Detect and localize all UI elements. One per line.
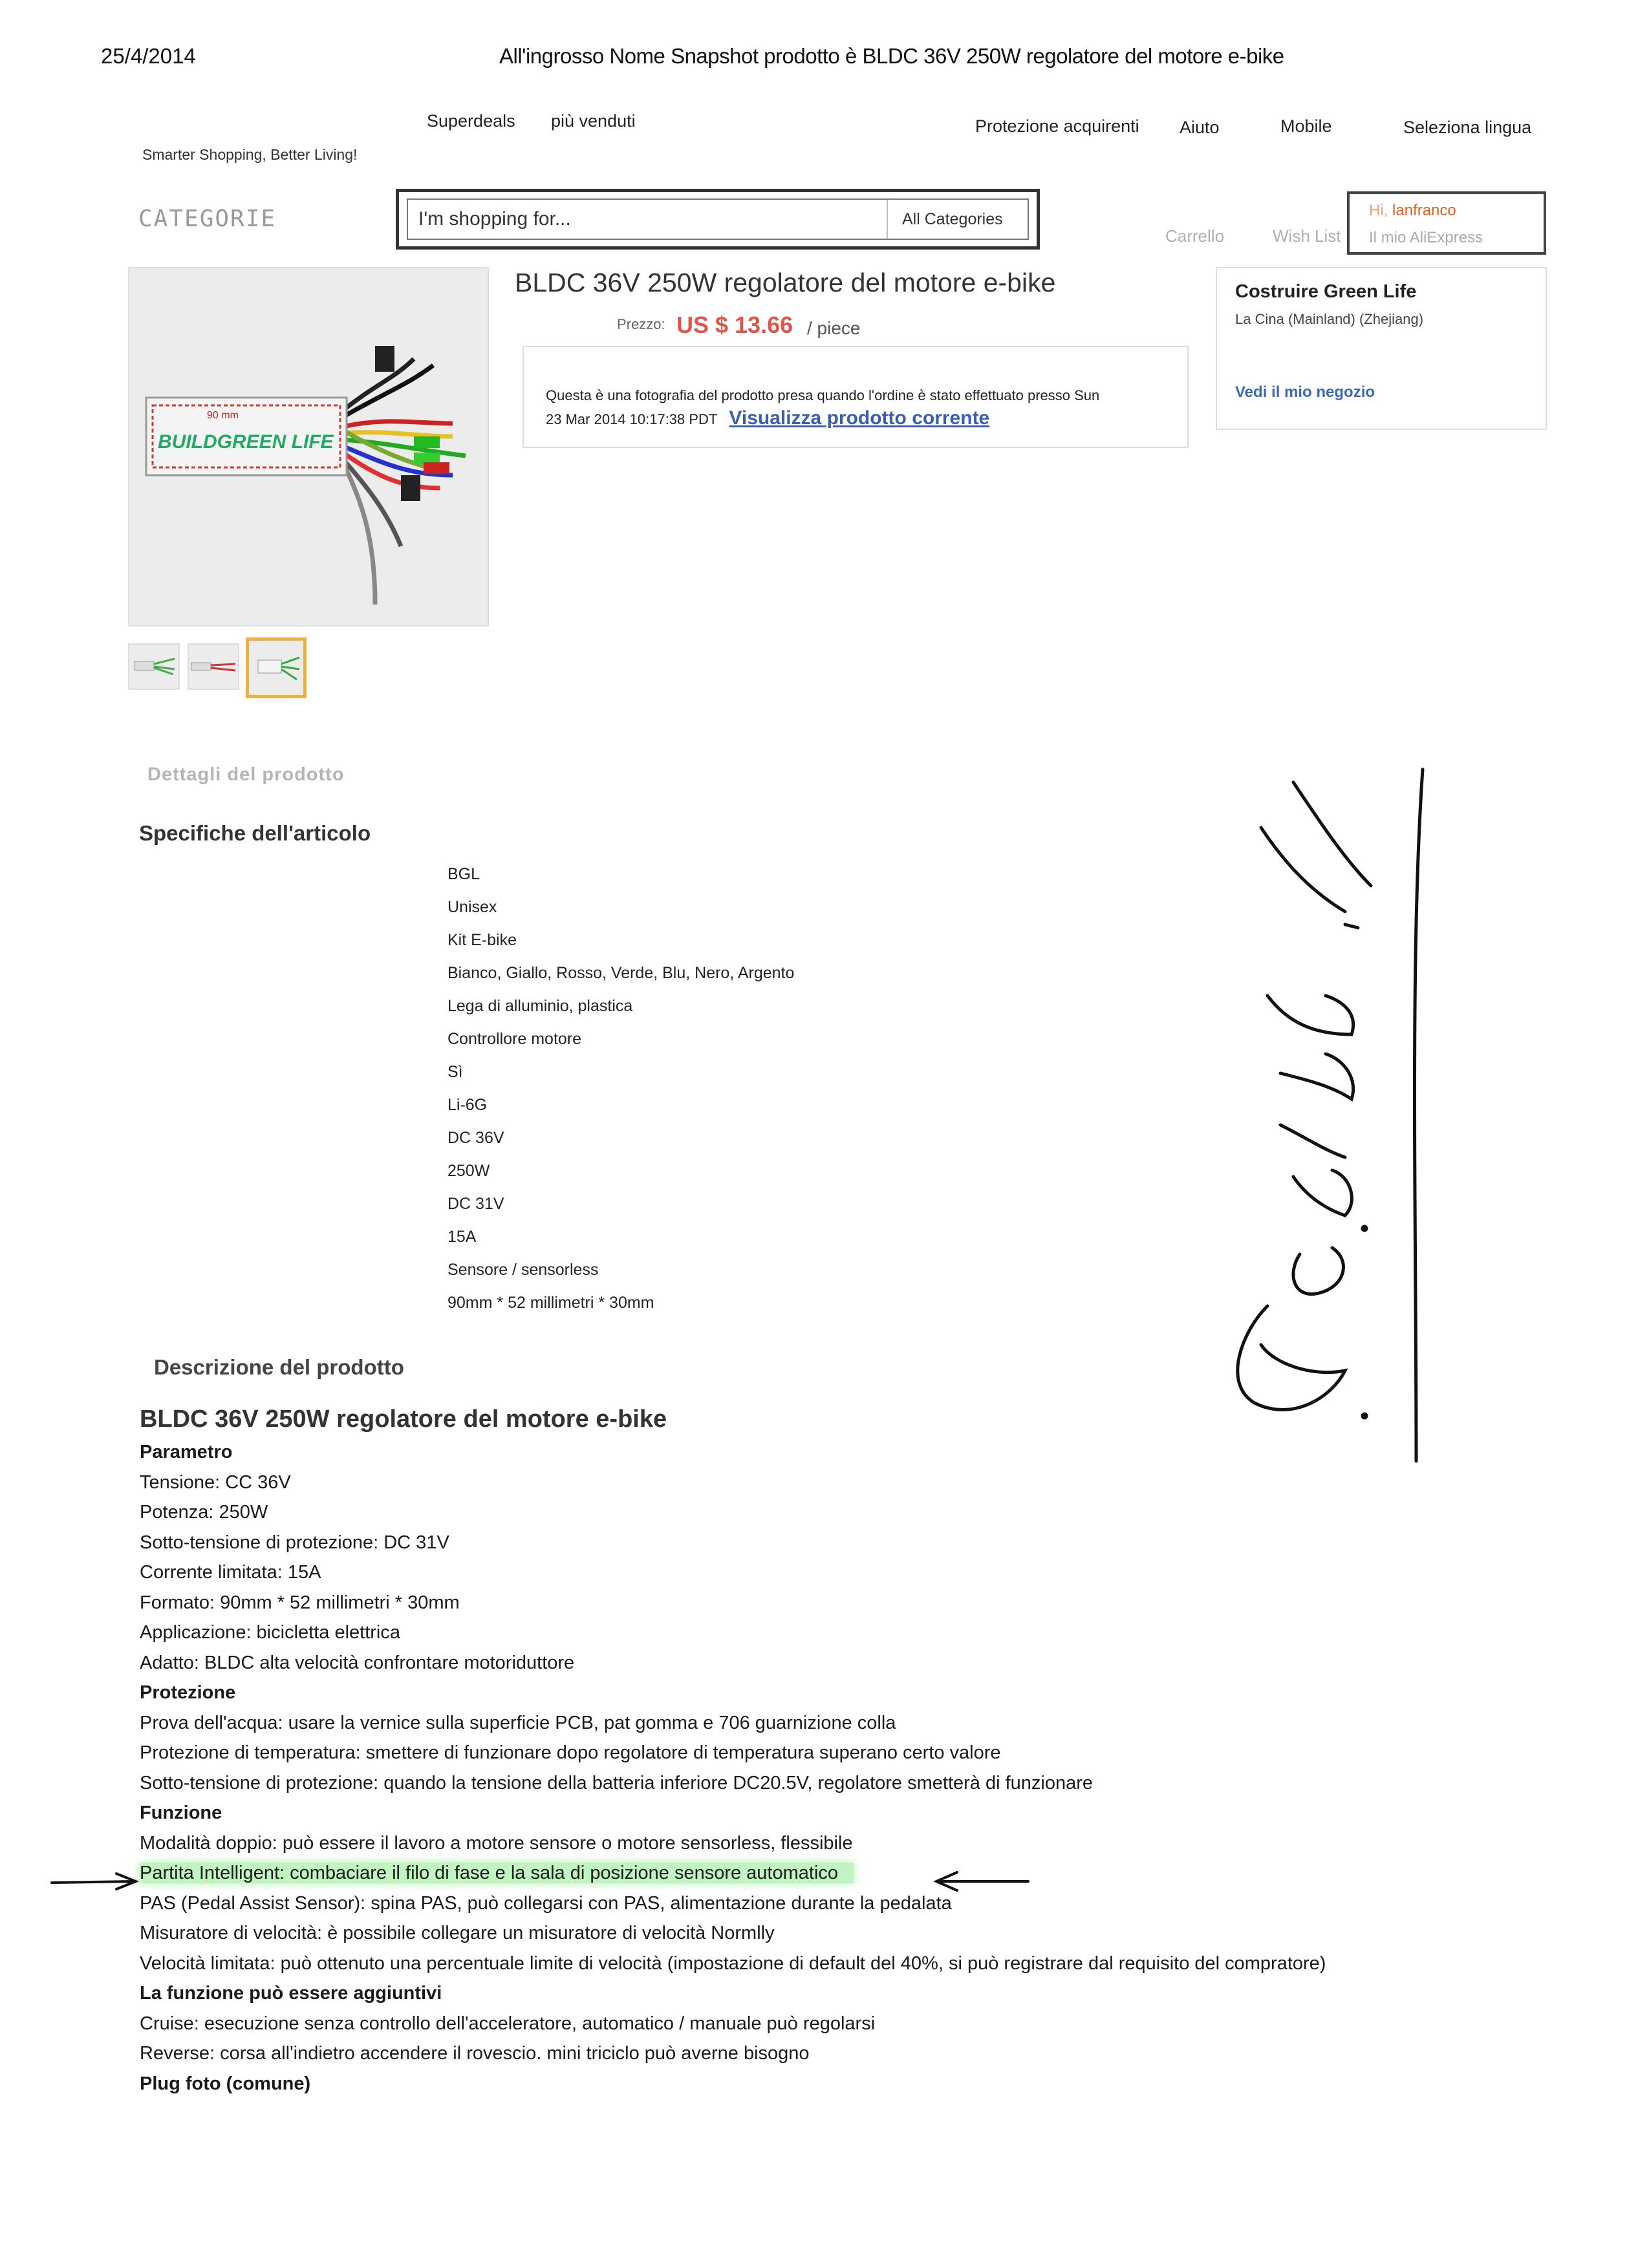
description-line bbox=[140, 1773, 1093, 1794]
spec-row bbox=[0, 1195, 905, 1227]
spec-value: Bianco, Giallo, Rosso, Verde, Blu, Nero, Argento bbox=[447, 964, 795, 982]
description-section-heading bbox=[140, 2073, 310, 2095]
spec-row bbox=[0, 1261, 905, 1293]
description-heading: Descrizione del prodotto bbox=[154, 1355, 404, 1379]
spec-row bbox=[0, 1129, 905, 1161]
spec-value: DC 36V bbox=[447, 1129, 504, 1147]
view-current-product-link[interactable]: Visualizza prodotto corrente bbox=[729, 407, 990, 429]
description-section-heading bbox=[140, 1682, 235, 1704]
description-text: Reverse: corsa all'indietro accendere il rovescio. mini triciclo può averne bisogno bbox=[140, 2043, 810, 2064]
description-line bbox=[140, 1953, 1326, 1974]
my-aliexpress-link[interactable]: Il mio AliExpress bbox=[1369, 229, 1483, 246]
spec-value: BGL bbox=[447, 865, 480, 883]
price-unit: / piece bbox=[807, 318, 861, 338]
description-text: Applicazione: bicicletta elettrica bbox=[140, 1622, 400, 1643]
description-section-heading bbox=[140, 1803, 222, 1824]
snapshot-notice bbox=[523, 346, 1189, 448]
snapshot-date-line bbox=[546, 407, 989, 429]
description-text: Cruise: esecuzione senza controllo dell'acceleratore, automatico / manuale può regolarsi bbox=[140, 2013, 876, 2034]
product-title: BLDC 36V 250W regolatore del motore e-bike bbox=[515, 268, 1056, 297]
description-line bbox=[140, 1502, 268, 1523]
store-location: La Cina (Mainland) (Zhejiang) bbox=[1235, 311, 1424, 327]
product-main-image[interactable] bbox=[128, 267, 489, 626]
spec-row bbox=[0, 997, 905, 1029]
description-text: Protezione di temperatura: smettere di funzionare dopo regolatore di temperatura superano certo valore bbox=[140, 1742, 1001, 1763]
thumbnail-image bbox=[189, 645, 238, 689]
price-value: US $ 13.66 bbox=[676, 312, 793, 338]
price-label: Prezzo: bbox=[617, 316, 665, 332]
user-greeting-text: Hi, bbox=[1369, 202, 1388, 219]
description-line bbox=[140, 1833, 853, 1854]
nav-superdeals[interactable]: Superdeals bbox=[427, 111, 515, 131]
spec-value: 90mm * 52 millimetri * 30mm bbox=[447, 1294, 654, 1312]
spec-row bbox=[0, 964, 905, 996]
tagline: Smarter Shopping, Better Living! bbox=[142, 146, 358, 163]
description-text: Funzione bbox=[140, 1803, 222, 1823]
thumbnail-image bbox=[249, 641, 303, 695]
user-greeting bbox=[1369, 202, 1456, 220]
image-text-dimension: 90 mm bbox=[207, 410, 239, 421]
spec-value: Sensore / sensorless bbox=[447, 1261, 599, 1279]
description-text: Modalità doppio: può essere il lavoro a motore sensore o motore sensorless, flessibile bbox=[140, 1833, 853, 1854]
snapshot-date: 23 Mar 2014 10:17:38 PDT bbox=[546, 411, 718, 427]
spec-value: Li-6G bbox=[447, 1096, 488, 1114]
spec-row bbox=[0, 1162, 905, 1194]
specs-heading: Specifiche dell'articolo bbox=[139, 821, 371, 845]
description-text: Plug foto (comune) bbox=[140, 2073, 311, 2094]
store-name[interactable]: Costruire Green Life bbox=[1235, 281, 1417, 302]
description-section-heading bbox=[140, 1983, 442, 2004]
spec-row bbox=[0, 931, 905, 963]
spec-row bbox=[0, 1228, 905, 1260]
spec-value: 15A bbox=[447, 1228, 477, 1246]
spec-value: 250W bbox=[447, 1162, 490, 1180]
description-line bbox=[140, 1562, 321, 1583]
description-text: Formato: 90mm * 52 millimetri * 30mm bbox=[140, 1592, 460, 1613]
spec-row bbox=[0, 1294, 905, 1326]
spec-value: Sì bbox=[447, 1063, 463, 1081]
spec-value: Lega di alluminio, plastica bbox=[447, 997, 633, 1015]
search-category-select[interactable]: All Categories bbox=[887, 200, 1029, 239]
user-name[interactable]: lanfranco bbox=[1392, 202, 1456, 219]
snapshot-text: Questa è una fotografia del prodotto presa quando l'ordine è stato effettuato presso Sun bbox=[546, 387, 1100, 403]
print-page-title: All'ingrosso Nome Snapshot prodotto è BLDC 36V 250W regolatore del motore e-bike bbox=[499, 44, 1284, 68]
description-line bbox=[140, 1532, 449, 1554]
description-section-heading bbox=[140, 1442, 232, 1463]
description-text: Parametro bbox=[140, 1442, 233, 1462]
description-text: Adatto: BLDC alta velocità confrontare motoriduttore bbox=[140, 1653, 575, 1673]
nav-help[interactable]: Aiuto bbox=[1180, 118, 1220, 137]
nav-buyer-protection[interactable]: Protezione acquirenti bbox=[975, 116, 1139, 136]
description-text: Tensione: CC 36V bbox=[140, 1472, 291, 1493]
search-bar bbox=[396, 189, 1040, 250]
product-thumbnail-selected[interactable] bbox=[246, 637, 307, 698]
description-text: La funzione può essere aggiuntivi bbox=[140, 1983, 442, 2004]
highlighted-text: Partita Intelligent: combaciare il filo di fase e la sala di posizione sensore automatico bbox=[140, 1863, 854, 1883]
handwritten-signature bbox=[1216, 763, 1474, 1474]
product-thumbnail[interactable] bbox=[188, 643, 239, 690]
product-thumbnail[interactable] bbox=[128, 643, 180, 690]
cart-link[interactable]: Carrello bbox=[1165, 226, 1225, 246]
spec-row bbox=[0, 1096, 905, 1128]
description-line bbox=[140, 1653, 574, 1674]
spec-row bbox=[0, 898, 905, 930]
tab-product-details[interactable]: Dettagli del prodotto bbox=[147, 764, 345, 785]
description-line bbox=[140, 2013, 875, 2035]
search-input[interactable] bbox=[408, 200, 874, 239]
spec-row bbox=[0, 1030, 905, 1062]
description-text: PAS (Pedal Assist Sensor): spina PAS, può collegarsi con PAS, alimentazione durante la pedalata bbox=[140, 1893, 952, 1914]
annotation-arrows bbox=[45, 1862, 1054, 1901]
description-text: Misuratore di velocità: è possibile collegare un misuratore di velocità Normlly bbox=[140, 1923, 775, 1943]
print-date: 25/4/2014 bbox=[101, 44, 196, 68]
description-text: Potenza: 250W bbox=[140, 1502, 268, 1523]
image-text-brand: BUILDGREEN LIFE bbox=[158, 431, 334, 453]
thumbnail-image bbox=[129, 645, 178, 689]
description-line bbox=[140, 1742, 1001, 1764]
spec-row bbox=[0, 865, 905, 897]
description-text: Sotto-tensione di protezione: quando la tensione della batteria inferiore DC20.5V, regolatore smetterà di funzionare bbox=[140, 1773, 1094, 1793]
spec-value: DC 31V bbox=[447, 1195, 504, 1213]
description-line bbox=[140, 1713, 896, 1734]
store-info-box bbox=[1216, 267, 1547, 430]
nav-mobile[interactable]: Mobile bbox=[1280, 116, 1332, 136]
description-text: Corrente limitata: 15A bbox=[140, 1562, 321, 1583]
view-store-link[interactable]: Vedi il mio negozio bbox=[1235, 383, 1375, 401]
spec-row bbox=[0, 1063, 905, 1095]
description-title: BLDC 36V 250W regolatore del motore e-bike bbox=[140, 1406, 667, 1433]
description-line bbox=[140, 1923, 775, 1944]
wishlist-link[interactable]: Wish List bbox=[1273, 226, 1341, 246]
description-line bbox=[140, 1592, 460, 1614]
search-inner bbox=[407, 198, 1029, 240]
controller-photo bbox=[129, 268, 488, 625]
description-text: Prova dell'acqua: usare la vernice sulla superficie PCB, pat gomma e 706 guarnizione colla bbox=[140, 1713, 896, 1733]
spec-value: Kit E-bike bbox=[447, 931, 517, 949]
user-account-box[interactable] bbox=[1347, 191, 1546, 255]
description-line bbox=[140, 1472, 291, 1493]
description-line bbox=[140, 1622, 400, 1643]
nav-language-select[interactable]: Seleziona lingua bbox=[1403, 118, 1532, 137]
description-text: Protezione bbox=[140, 1682, 236, 1703]
categories-menu[interactable]: CATEGORIE bbox=[138, 206, 277, 232]
spec-value: Controllore motore bbox=[447, 1030, 582, 1048]
spec-value: Unisex bbox=[447, 898, 497, 916]
description-text: Sotto-tensione di protezione: DC 31V bbox=[140, 1532, 449, 1553]
description-line bbox=[140, 2043, 810, 2064]
nav-bestsellers[interactable]: più venduti bbox=[551, 111, 636, 131]
description-text: Velocità limitata: può ottenuto una percentuale limite di velocità (impostazione di default del 40%, si può registrare dal requisito del compratore) bbox=[140, 1953, 1326, 1974]
